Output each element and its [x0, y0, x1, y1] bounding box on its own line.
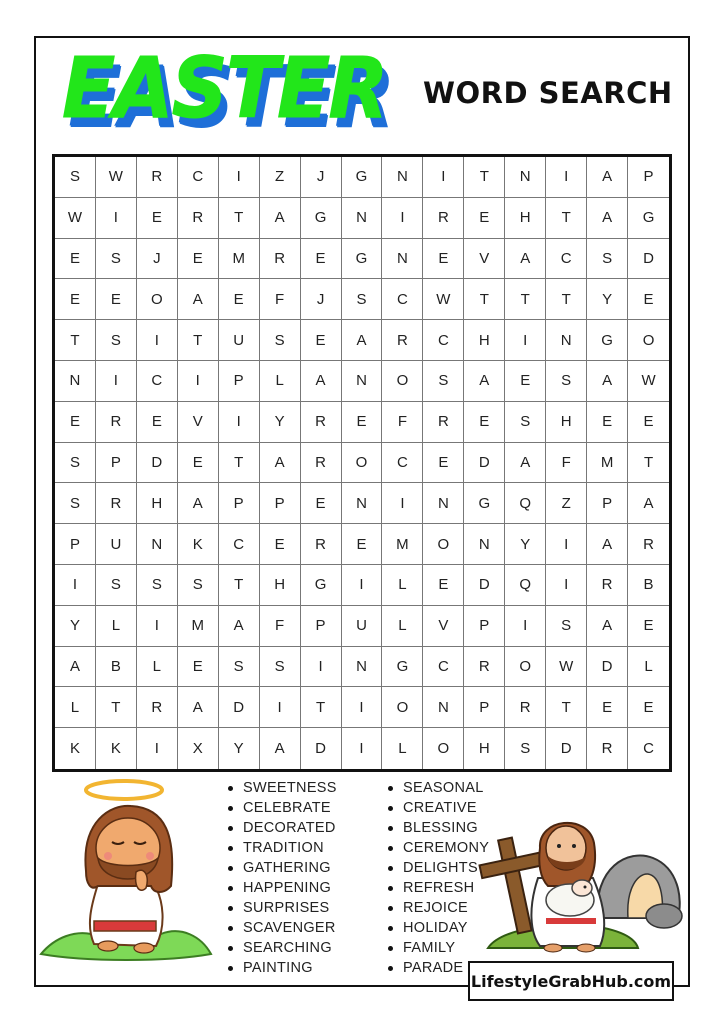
grid-cell[interactable]: U: [342, 606, 383, 647]
grid-cell[interactable]: V: [464, 239, 505, 280]
grid-cell[interactable]: I: [505, 606, 546, 647]
grid-cell[interactable]: I: [546, 565, 587, 606]
grid-cell[interactable]: G: [587, 320, 628, 361]
grid-cell[interactable]: T: [628, 443, 669, 484]
grid-cell[interactable]: Y: [505, 524, 546, 565]
grid-cell[interactable]: S: [587, 239, 628, 280]
grid-cell[interactable]: P: [219, 483, 260, 524]
grid-cell[interactable]: A: [260, 443, 301, 484]
grid-cell[interactable]: E: [55, 239, 96, 280]
grid-cell[interactable]: I: [137, 606, 178, 647]
grid-cell[interactable]: H: [546, 402, 587, 443]
grid-cell[interactable]: O: [382, 361, 423, 402]
grid-cell[interactable]: E: [505, 361, 546, 402]
grid-cell[interactable]: A: [55, 647, 96, 688]
grid-cell[interactable]: C: [382, 443, 423, 484]
grid-cell[interactable]: A: [505, 443, 546, 484]
grid-cell[interactable]: S: [342, 279, 383, 320]
grid-cell[interactable]: R: [301, 524, 342, 565]
grid-cell[interactable]: A: [260, 198, 301, 239]
grid-cell[interactable]: N: [342, 647, 383, 688]
praying-jesus-illustration: [36, 776, 216, 966]
grid-cell[interactable]: T: [219, 443, 260, 484]
grid-cell[interactable]: N: [55, 361, 96, 402]
grid-cell[interactable]: P: [301, 606, 342, 647]
word-list-item: REFRESH: [386, 878, 489, 898]
grid-cell[interactable]: C: [137, 361, 178, 402]
grid-cell[interactable]: A: [587, 606, 628, 647]
grid-cell[interactable]: T: [55, 320, 96, 361]
grid-cell[interactable]: A: [587, 361, 628, 402]
word-list-item: SEARCHING: [226, 938, 337, 958]
grid-cell[interactable]: A: [505, 239, 546, 280]
grid-cell[interactable]: D: [464, 443, 505, 484]
grid-cell[interactable]: L: [55, 687, 96, 728]
grid-cell[interactable]: T: [96, 687, 137, 728]
grid-cell[interactable]: A: [587, 524, 628, 565]
grid-cell[interactable]: R: [505, 687, 546, 728]
grid-cell[interactable]: E: [178, 443, 219, 484]
grid-cell[interactable]: I: [546, 157, 587, 198]
grid-cell[interactable]: E: [137, 198, 178, 239]
grid-cell[interactable]: R: [96, 402, 137, 443]
grid-cell[interactable]: T: [464, 279, 505, 320]
grid-cell[interactable]: Y: [55, 606, 96, 647]
grid-cell[interactable]: I: [219, 402, 260, 443]
word-list-item: SURPRISES: [226, 898, 337, 918]
grid-cell[interactable]: N: [382, 157, 423, 198]
word-list-item: SEASONAL: [386, 778, 489, 798]
grid-cell[interactable]: I: [260, 687, 301, 728]
grid-cell[interactable]: N: [137, 524, 178, 565]
grid-cell[interactable]: M: [178, 606, 219, 647]
grid-cell[interactable]: G: [342, 239, 383, 280]
grid-cell[interactable]: P: [464, 687, 505, 728]
grid-cell[interactable]: L: [382, 565, 423, 606]
grid-cell[interactable]: S: [546, 361, 587, 402]
grid-cell[interactable]: D: [137, 443, 178, 484]
grid-cell[interactable]: D: [628, 239, 669, 280]
grid-cell[interactable]: P: [96, 443, 137, 484]
grid-cell[interactable]: Q: [505, 483, 546, 524]
title-word-search: WORD SEARCH: [423, 76, 673, 110]
grid-cell[interactable]: E: [628, 402, 669, 443]
grid-cell[interactable]: E: [219, 279, 260, 320]
word-list-item: GATHERING: [226, 858, 337, 878]
grid-cell[interactable]: W: [423, 279, 464, 320]
grid-cell[interactable]: T: [546, 279, 587, 320]
grid-cell[interactable]: G: [382, 647, 423, 688]
grid-cell[interactable]: I: [178, 361, 219, 402]
title-easter: EASTER: [62, 40, 387, 138]
word-list-item: REJOICE: [386, 898, 489, 918]
grid-cell[interactable]: C: [643, 740, 654, 758]
grid-cell[interactable]: L: [382, 606, 423, 647]
grid-cell[interactable]: I: [96, 198, 137, 239]
grid-cell[interactable]: F: [546, 443, 587, 484]
word-list-item: HOLIDAY: [386, 918, 489, 938]
grid-cell[interactable]: S: [505, 728, 546, 769]
grid-cell[interactable]: R: [587, 565, 628, 606]
word-list-column-1: [226, 778, 337, 978]
grid-cell[interactable]: L: [628, 647, 669, 688]
grid-cell[interactable]: E: [628, 279, 669, 320]
grid-cell[interactable]: Q: [505, 565, 546, 606]
grid-cell[interactable]: L: [96, 606, 137, 647]
grid-cell[interactable]: N: [423, 687, 464, 728]
grid-cell[interactable]: L: [382, 728, 423, 769]
grid-cell[interactable]: E: [423, 443, 464, 484]
grid-cell[interactable]: R: [423, 402, 464, 443]
grid-cell[interactable]: A: [628, 483, 669, 524]
grid-cell[interactable]: N: [505, 157, 546, 198]
grid-cell[interactable]: N: [342, 198, 383, 239]
word-list-item: SWEETNESS: [226, 778, 337, 798]
word-list-column-2: [386, 778, 489, 978]
grid-cell[interactable]: O: [423, 524, 464, 565]
grid-cell[interactable]: S: [96, 320, 137, 361]
grid-cell[interactable]: E: [423, 565, 464, 606]
grid-cell[interactable]: I: [342, 728, 383, 769]
grid-cell[interactable]: E: [301, 483, 342, 524]
grid-cell[interactable]: R: [423, 198, 464, 239]
grid-cell[interactable]: E: [587, 402, 628, 443]
word-list-item: DECORATED: [226, 818, 337, 838]
grid-cell[interactable]: K: [96, 728, 137, 769]
grid-cell[interactable]: R: [587, 728, 628, 769]
grid-cell[interactable]: O: [505, 647, 546, 688]
grid-cell[interactable]: U: [219, 320, 260, 361]
grid-cell[interactable]: N: [464, 524, 505, 565]
grid-cell[interactable]: R: [260, 239, 301, 280]
grid-cell[interactable]: L: [260, 361, 301, 402]
word-list-item: DELIGHTS: [386, 858, 489, 878]
grid-cell[interactable]: N: [546, 320, 587, 361]
grid-cell[interactable]: T: [546, 198, 587, 239]
grid-cell[interactable]: D: [219, 687, 260, 728]
grid-cell[interactable]: A: [464, 361, 505, 402]
jesus-with-lamb-illustration: [478, 808, 688, 958]
grid-cell[interactable]: H: [464, 320, 505, 361]
grid-cell[interactable]: I: [219, 157, 260, 198]
grid-cell[interactable]: O: [423, 728, 464, 769]
grid-cell[interactable]: I: [505, 320, 546, 361]
grid-cell[interactable]: E: [628, 606, 669, 647]
grid-cell[interactable]: V: [423, 606, 464, 647]
grid-cell[interactable]: J: [137, 239, 178, 280]
grid-cell[interactable]: I: [96, 361, 137, 402]
grid-cell[interactable]: E: [260, 524, 301, 565]
grid-cell[interactable]: A: [178, 279, 219, 320]
grid-cell[interactable]: P: [587, 483, 628, 524]
grid-cell[interactable]: R: [137, 687, 178, 728]
grid-cell[interactable]: C: [382, 279, 423, 320]
grid-cell[interactable]: E: [587, 687, 628, 728]
grid-cell[interactable]: S: [546, 606, 587, 647]
grid-cell[interactable]: S: [96, 239, 137, 280]
grid-cell[interactable]: E: [628, 687, 669, 728]
grid-cell[interactable]: I: [342, 565, 383, 606]
grid-cell[interactable]: T: [464, 157, 505, 198]
grid-cell[interactable]: R: [464, 647, 505, 688]
grid-cell[interactable]: S: [96, 565, 137, 606]
grid-cell[interactable]: E: [342, 524, 383, 565]
website-badge[interactable]: LifestyleGrabHub.com: [468, 961, 674, 1001]
grid-cell[interactable]: C: [423, 647, 464, 688]
grid-cell[interactable]: C: [219, 524, 260, 565]
word-list-item: CREATIVE: [386, 798, 489, 818]
grid-cell[interactable]: R: [137, 157, 178, 198]
grid-cell[interactable]: I: [382, 483, 423, 524]
grid-cell[interactable]: E: [301, 239, 342, 280]
grid-cell[interactable]: S: [219, 647, 260, 688]
grid-cell[interactable]: P: [260, 483, 301, 524]
grid-cell[interactable]: R: [301, 402, 342, 443]
grid-cell[interactable]: N: [342, 483, 383, 524]
grid-cell[interactable]: N: [382, 239, 423, 280]
grid-cell[interactable]: X: [178, 728, 219, 769]
grid-cell[interactable]: E: [137, 402, 178, 443]
grid-cell[interactable]: I: [55, 565, 96, 606]
grid-cell[interactable]: G: [464, 483, 505, 524]
word-list-item: TRADITION: [226, 838, 337, 858]
grid-cell[interactable]: N: [342, 361, 383, 402]
grid-cell[interactable]: G: [628, 198, 669, 239]
grid-cell[interactable]: M: [587, 443, 628, 484]
grid-cell[interactable]: F: [260, 279, 301, 320]
grid-cell[interactable]: Y: [587, 279, 628, 320]
grid-cell[interactable]: N: [423, 483, 464, 524]
grid-cell[interactable]: P: [219, 361, 260, 402]
grid-cell[interactable]: Y: [219, 728, 260, 769]
grid-cell[interactable]: S: [55, 443, 96, 484]
grid-cell[interactable]: S: [55, 483, 96, 524]
grid-cell[interactable]: W: [546, 647, 587, 688]
grid-cell[interactable]: E: [423, 239, 464, 280]
grid-cell[interactable]: H: [505, 198, 546, 239]
grid-cell[interactable]: Z: [546, 483, 587, 524]
grid-cell[interactable]: O: [382, 687, 423, 728]
grid-cell[interactable]: I: [342, 687, 383, 728]
grid-cell[interactable]: S: [423, 361, 464, 402]
grid-cell[interactable]: S: [505, 402, 546, 443]
grid-cell[interactable]: D: [546, 728, 587, 769]
grid-cell[interactable]: A: [178, 687, 219, 728]
grid-cell[interactable]: A: [587, 198, 628, 239]
grid-cell[interactable]: E: [464, 402, 505, 443]
grid-cell[interactable]: Z: [260, 157, 301, 198]
grid-cell[interactable]: T: [219, 198, 260, 239]
grid-cell[interactable]: D: [301, 728, 342, 769]
grid-cell[interactable]: T: [178, 320, 219, 361]
grid-cell[interactable]: A: [219, 606, 260, 647]
grid-cell[interactable]: A: [301, 361, 342, 402]
grid-cell[interactable]: G: [301, 198, 342, 239]
grid-cell[interactable]: I: [137, 728, 178, 769]
grid-cell[interactable]: R: [628, 524, 669, 565]
grid-cell[interactable]: R: [301, 443, 342, 484]
grid-cell[interactable]: C: [423, 320, 464, 361]
grid-cell[interactable]: I: [301, 647, 342, 688]
grid-cell[interactable]: T: [505, 279, 546, 320]
grid-cell[interactable]: G: [301, 565, 342, 606]
grid-cell[interactable]: W: [55, 198, 96, 239]
grid-cell[interactable]: I: [137, 320, 178, 361]
grid-cell[interactable]: M: [219, 239, 260, 280]
grid-cell[interactable]: P: [55, 524, 96, 565]
grid-cell[interactable]: T: [219, 565, 260, 606]
grid-cell[interactable]: E: [55, 402, 96, 443]
grid-cell[interactable]: S: [137, 565, 178, 606]
word-list-item: PAINTING: [226, 958, 337, 978]
grid-cell[interactable]: A: [587, 157, 628, 198]
grid-cell[interactable]: H: [137, 483, 178, 524]
grid-cell[interactable]: M: [382, 524, 423, 565]
word-list-item: CEREMONY: [386, 838, 489, 858]
grid-cell[interactable]: E: [55, 279, 96, 320]
grid-cell[interactable]: A: [178, 483, 219, 524]
grid-cell[interactable]: I: [546, 524, 587, 565]
grid-cell[interactable]: Y: [260, 402, 301, 443]
grid-cell[interactable]: E: [178, 647, 219, 688]
grid-cell[interactable]: S: [55, 157, 96, 198]
grid-cell[interactable]: E: [301, 320, 342, 361]
grid-cell[interactable]: E: [342, 402, 383, 443]
word-list-item: PARADE: [386, 958, 489, 978]
grid-cell[interactable]: S: [178, 565, 219, 606]
grid-cell[interactable]: F: [260, 606, 301, 647]
grid-cell[interactable]: B: [628, 565, 669, 606]
grid-cell[interactable]: J: [301, 157, 342, 198]
grid-cell[interactable]: C: [178, 157, 219, 198]
grid-cell[interactable]: D: [587, 647, 628, 688]
grid-cell[interactable]: R: [96, 483, 137, 524]
grid-cell[interactable]: R: [382, 320, 423, 361]
grid-cell[interactable]: T: [301, 687, 342, 728]
word-list-item: CELEBRATE: [226, 798, 337, 818]
grid-cell[interactable]: O: [137, 279, 178, 320]
grid-cell[interactable]: U: [96, 524, 137, 565]
grid-cell[interactable]: H: [260, 565, 301, 606]
grid-cell[interactable]: S: [260, 320, 301, 361]
grid-cell[interactable]: W: [628, 361, 669, 402]
grid-cell[interactable]: A: [260, 728, 301, 769]
grid-cell[interactable]: S: [260, 647, 301, 688]
grid-cell[interactable]: E: [96, 279, 137, 320]
grid-cell[interactable]: V: [178, 402, 219, 443]
grid-cell[interactable]: E: [178, 239, 219, 280]
grid-cell[interactable]: O: [628, 320, 669, 361]
grid-cell[interactable]: D: [464, 565, 505, 606]
word-list-item: HAPPENING: [226, 878, 337, 898]
grid-cell[interactable]: I: [423, 157, 464, 198]
grid-cell[interactable]: I: [382, 198, 423, 239]
grid-cell[interactable]: A: [342, 320, 383, 361]
grid-cell[interactable]: R: [178, 198, 219, 239]
grid-cell[interactable]: F: [382, 402, 423, 443]
grid-cell[interactable]: W: [96, 157, 137, 198]
grid-cell[interactable]: K: [55, 728, 96, 769]
grid-cell[interactable]: O: [342, 443, 383, 484]
grid-cell[interactable]: K: [178, 524, 219, 565]
grid-cell[interactable]: E: [464, 198, 505, 239]
halo-icon: [86, 781, 162, 799]
grid-cell[interactable]: C: [546, 239, 587, 280]
grid-cell[interactable]: L: [137, 647, 178, 688]
grid-cell[interactable]: G: [342, 157, 383, 198]
grid-cell[interactable]: T: [546, 687, 587, 728]
word-list-item: FAMILY: [386, 938, 489, 958]
word-search-grid: [52, 154, 672, 772]
word-list-item: SCAVENGER: [226, 918, 337, 938]
grid-cell[interactable]: H: [464, 728, 505, 769]
grid-cell[interactable]: P: [628, 157, 669, 198]
grid-cell[interactable]: B: [96, 647, 137, 688]
grid-cell[interactable]: P: [464, 606, 505, 647]
word-list-item: BLESSING: [386, 818, 489, 838]
grid-cell[interactable]: J: [301, 279, 342, 320]
